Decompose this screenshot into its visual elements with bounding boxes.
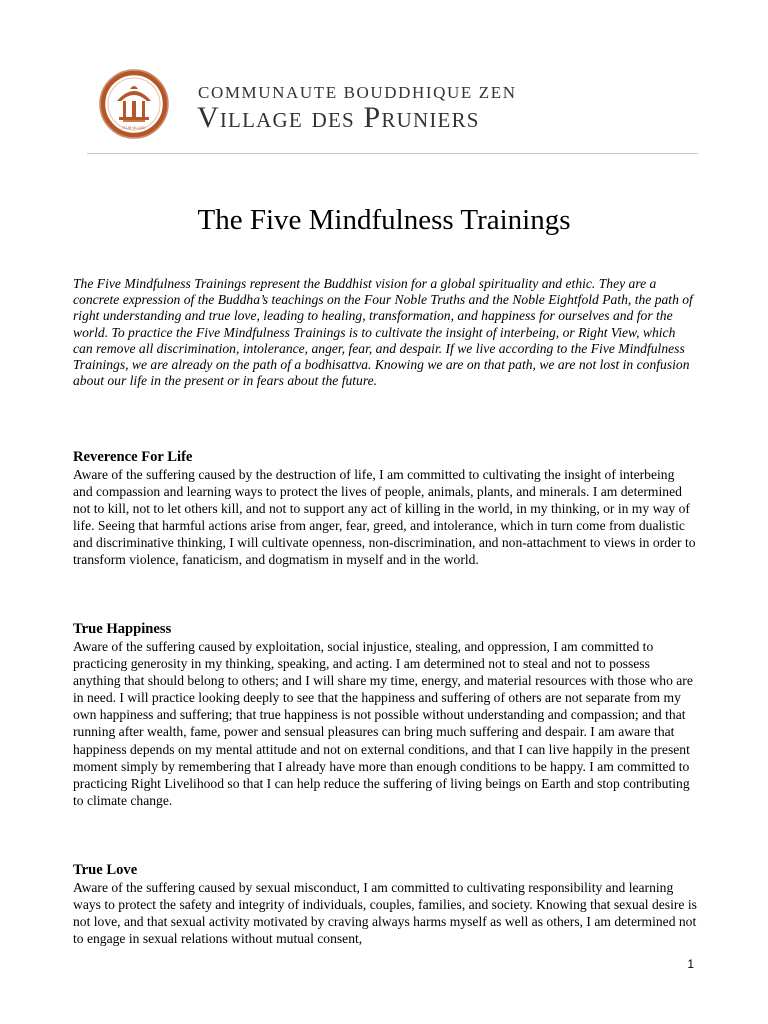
document-title: The Five Mindfulness Trainings [197,204,571,236]
intro-paragraph: The Five Mindfulness Trainings represent the Buddhist vision for a global spirituality and ethic. They are a concrete expression of the Buddha’s teachings on the Four Noble Truths and the Noble Eightfold Path, the path of right understanding and true love, leading to healing, transformation, and happiness for ourselves and for the world. To practice the Five Mindfulness Trainings is to cultivate the insight of interbeing, or Right View, which can remove all discrimination, intolerance, anger, fear, and despair. If we live according to the Five Mindfulness Trainings, we are already on the path of a bodhisattva. Knowing we are on that path, we are not lost in confusion about our life in the present or in fears about the future. [73,276,693,389]
section-heading: Reverence For Life [73,449,193,465]
section-heading: True Love [73,862,138,878]
section-reverence-for-life [73,449,697,569]
section-true-happiness [73,621,697,809]
page-number: 1 [687,957,694,971]
plum-village-logo-icon [97,67,171,141]
organization-name: COMMUNAUTE BOUDDHIQUE ZEN [198,83,517,102]
header-divider [87,153,698,154]
organization-subtitle: Village des Pruniers [197,101,480,134]
section-true-love [73,862,697,947]
letterhead [97,67,597,147]
section-heading: True Happiness [73,621,172,637]
section-body: Aware of the suffering caused by sexual misconduct, I am committed to cultivating responsibility and learning ways to protect the safety and integrity of individuals, couples, families, and society. Knowing that sexual desire is not love, and that sexual activity motivated by craving always harms myself as well as others, I am determined not to engage in sexual relations without mutual consent, [73,880,697,947]
section-body: Aware of the suffering caused by exploitation, social injustice, stealing, and oppression, I am committed to practicing generosity in my thinking, speaking, and acting. I am determined not to steal and not to possess anything that should belong to others; and I will share my time, energy, and material resources with those who are in need. I will practice looking deeply to see that the happiness and suffering of others are not separate from my own happiness and suffering; that true happiness is not possible without understanding and compassion; and that running after wealth, fame, power and sensual pleasures can bring much suffering and despair. I am aware that happiness depends on my mental attitude and not on external conditions, and that I can live happily in the present moment simply by remembering that I already have more than enough conditions to be happy. I am committed to practicing Right Livelihood so that I can help reduce the suffering of living beings on Earth and stop contributing to climate change. [73,639,693,808]
section-body: Aware of the suffering caused by the destruction of life, I am committed to cultivating the insight of interbeing and compassion and learning ways to protect the lives of people, animals, plants, and minerals. I am determined not to kill, not to let others kill, and not to support any act of killing in the world, in my thinking, or in my way of life. Seeing that harmful actions arise from anger, fear, greed, and intolerance, which in turn come from dualistic and discriminative thinking, I will cultivate openness, non-discrimination, and non-attachment to views in order to transform violence, fanaticism, and dogmatism in myself and in the world. [73,467,696,568]
svg-text:PLUM VILLAGE: PLUM VILLAGE [122,126,146,130]
